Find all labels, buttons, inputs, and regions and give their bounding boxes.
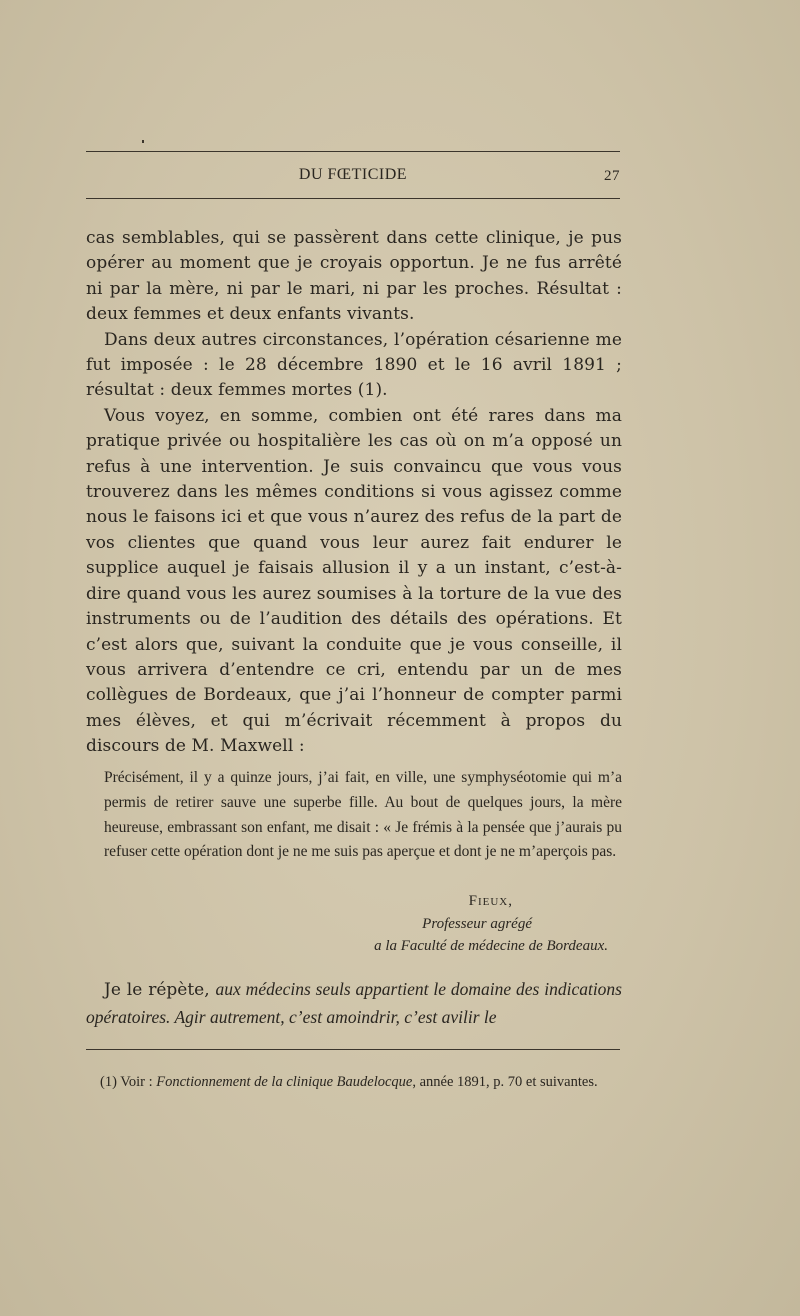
signature-faculty: a la Faculté de médecine de Bordeaux. [374, 938, 608, 954]
paragraph-2: Dans deux autres circonstances, l’opération césarienne me fut imposée : le 28 décembre 1890 et le 16 avril 1891 ; résultat : deux femmes mortes (1). [86, 329, 622, 401]
footnote-marker: (1) Voir : [100, 1074, 157, 1090]
print-mark [142, 140, 144, 143]
paragraph-3: Vous voyez, en somme, combien ont été rares dans ma pratique privée ou hospitalière les cas où on m’a opposé un refus à une intervention. Je suis convaincu que vous vous trouverez dans les mêmes conditions si vous agissez comme nous le faisons ici et que vous n’aurez des refus de la part de vos clientes que quand vous leur aurez fait endurer le supplice auquel je faisais allusion il y a un instant, c’est-à-dire quand vous les aurez soumises à la torture de la vue des instruments ou de l’audition des détails des opérations. Et c’est alors que, suivant la conduite que je vous conseille, il vous arrivera d’entendre ce cri, entendu par un de mes collègues de Bordeaux, que j’ai l’honneur de compter parmi mes élèves, et qui m’écrivait récemment à propos du discours de M. Maxwell : [86, 405, 622, 757]
header-rule-top [86, 151, 620, 152]
closing-paragraph [86, 976, 622, 1032]
footnote-rest: , année 1891, p. 70 et suivantes. [412, 1074, 598, 1090]
paragraph-1: cas semblables, qui se passèrent dans cette clinique, je pus opérer au moment que je croyais opportun. Je ne fus arrêté ni par la mère, ni par le mari, ni par les proches. Résultat : deux femmes et deux enfants vivants. [86, 228, 622, 325]
running-title: DU FŒTICIDE [298, 166, 408, 183]
footnote-italic: Fonctionnement de la clinique Baudelocque [156, 1074, 413, 1090]
running-header [86, 166, 620, 188]
quote-signature [86, 889, 620, 957]
quote-text: Précisément, il y a quinze jours, j’ai fait, en ville, une symphyséotomie qui m’a permis de retirer sauve une superbe fille. Au bout de quelques jours, la mère heureuse, embrassant son enfant, me disait : « Je frémis à la pensée que j’aurais pu refuser cette opération dont je ne me suis pas aperçue et dont je ne m’aperçois pas. [104, 769, 622, 861]
header-rule-bottom [86, 198, 620, 199]
closing-lead: Je le répète, [104, 980, 216, 1000]
signature-name: Fieux, [468, 893, 513, 909]
footnote-rule [86, 1049, 620, 1050]
main-text [86, 226, 622, 760]
signature-title: Professeur agrégé [422, 916, 532, 932]
block-quote [104, 766, 622, 865]
page-number: 27 [604, 168, 620, 184]
closing-italic: aux médecins seuls appartient le domaine des indications opératoires. Agir autrement, c’est amoindrir, c’est avilir le [86, 979, 622, 1027]
footnote [86, 1072, 622, 1093]
